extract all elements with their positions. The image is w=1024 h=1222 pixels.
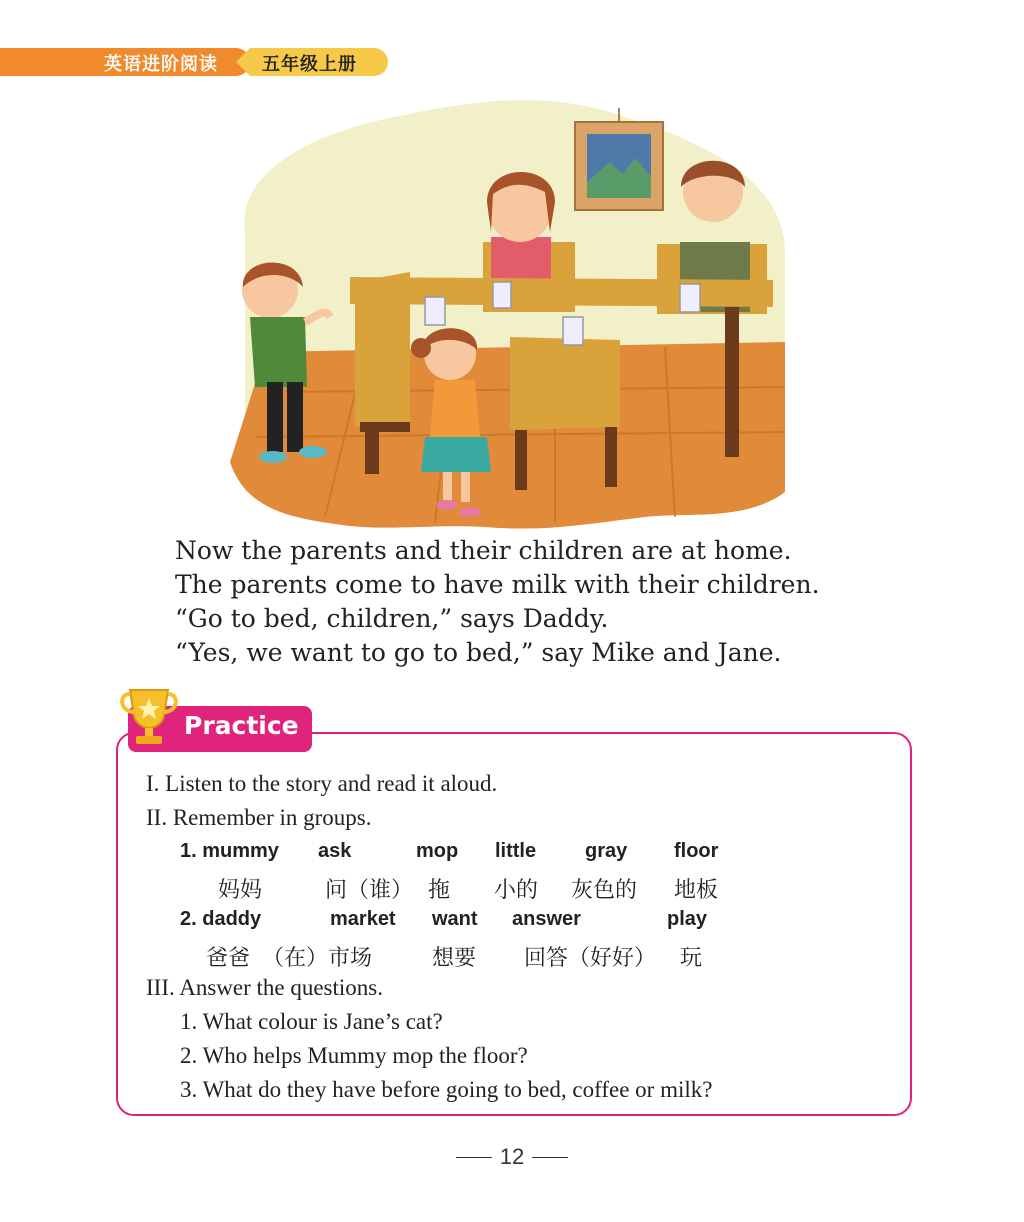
story-line: “Go to bed, children,” says Daddy. [175,604,609,633]
vocab-word: ask [318,840,352,862]
vocab-word: play [667,908,708,930]
series-title: 英语进阶阅读 [104,54,218,75]
vocab-word: market [330,908,396,930]
vocab-word: 1. mummy [180,840,279,862]
vocab-meaning: 回答（好好） [524,946,657,971]
volume-title: 五年级上册 [262,54,357,75]
vocab-meaning: 地板 [674,878,719,903]
story-line: “Yes, we want to go to bed,” say Mike and Jane. [175,638,782,667]
instruction-1: I. Listen to the story and read it aloud. [146,771,498,796]
vocab-word: want [432,908,478,930]
page-number [0,1144,1024,1170]
vocab-meaning: 想要 [432,946,477,971]
vocab-word: floor [674,840,719,862]
instruction-3: III. Answer the questions. [146,975,383,1000]
story-text [175,534,875,670]
question-item: 2. Who helps Mummy mop the floor? [180,1043,528,1068]
family-illustration [225,92,790,532]
page-number-value: 12 [499,1144,525,1169]
vocab-word: answer [512,908,581,930]
vocab-meaning: 爸爸 [206,946,251,971]
vocab-word: mop [416,840,459,862]
story-line: The parents come to have milk with their children. [175,570,820,599]
vocab-meaning: 玩 [680,946,703,971]
vocab-word: little [495,840,537,862]
question-item: 1. What colour is Jane’s cat? [180,1009,443,1034]
question-item: 3. What do they have before going to bed, coffee or milk? [180,1077,713,1102]
vocab-word: 2. daddy [180,908,262,930]
vocab-meaning: （在）市场 [262,946,373,971]
instruction-2: II. Remember in groups. [146,805,372,830]
story-line: Now the parents and their children are at home. [175,536,792,565]
vocab-meaning: 妈妈 [218,878,263,903]
trophy-icon [118,682,180,748]
practice-title: Practice [184,711,299,740]
vocab-meaning: 小的 [494,878,539,903]
vocab-meaning: 问（谁） [325,878,414,903]
page-number-rule-left [456,1157,492,1158]
vocab-meaning: 灰色的 [571,878,638,903]
vocab-word: gray [585,840,628,862]
vocab-meaning: 拖 [428,878,451,903]
page-number-rule-right [532,1157,568,1158]
